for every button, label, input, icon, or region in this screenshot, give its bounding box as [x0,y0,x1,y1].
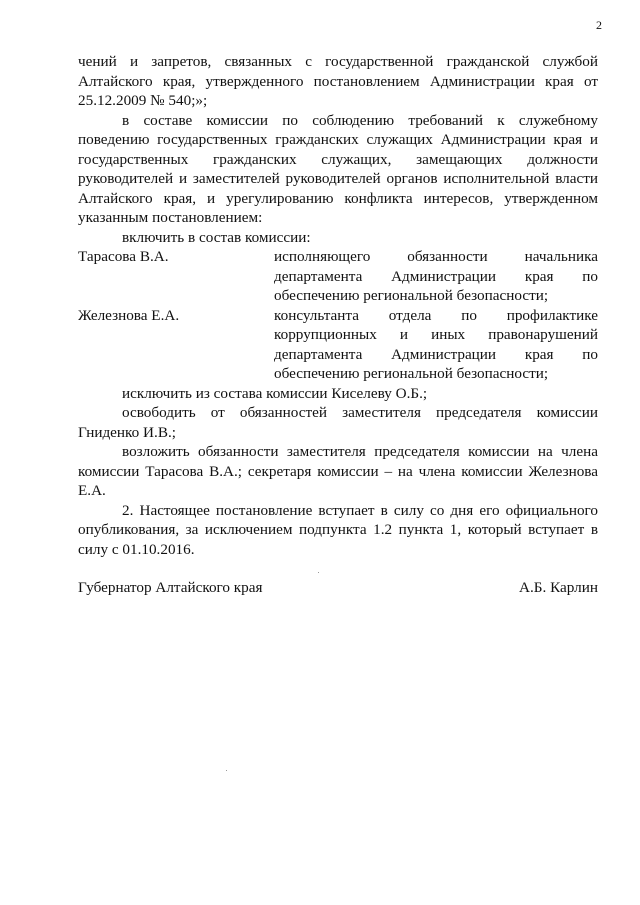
scan-speck [318,572,319,573]
member-role: исполняющего обязанности начальника департамента Администрации края по обеспечению региональной безопасности; [274,248,598,304]
paragraph-release: освободить от обязанностей заместителя председателя комиссии Гниденко И.В.; [78,404,598,441]
paragraph-effective: 2. Настоящее постановление вступает в силу со дня его официального опубликования, за исключением подпункта 1.2 пункта 1, который вступает в силу с 01.10.2016. [78,501,598,558]
member-role: консультанта отдела по профилактике коррупционных и иных правонарушений департамента Администрации края по обеспечению региональной безопасности; [274,306,598,382]
paragraph-assign: возложить обязанности заместителя председателя комиссии на члена комиссии Тарасова В.А.; секретаря комиссии – на члена комиссии Железнова Е.А. [78,443,598,499]
signatory-name: А.Б. Карлин [519,579,598,596]
paragraph-exclude: исключить из состава комиссии Киселеву О.Б.; [122,384,428,402]
scan-speck [226,770,227,771]
paragraph-commission: в составе комиссии по соблюдению требований к служебному поведению государственных гражданских служащих Администрации края и государственных гражданских служащих, замещающих должности руководителей и заместителей руководителей органов исполнительной власти Алтайского края, и урегулированию конфликта интересов, утвержденном указанным постановлением: [78,111,598,226]
signature-block [78,578,598,598]
member-name: Железнова Е.А. [78,306,180,324]
paragraph-include: включить в состав комиссии: [122,228,311,246]
signatory-position: Губернатор Алтайского края [78,579,263,596]
page-number: 2 [596,18,602,32]
document-body [78,52,598,559]
paragraph-continuation: чений и запретов, связанных с государственной гражданской службой Алтайского края, утвержденного постановлением Администрации края от 25.12.2009 № 540;»; [78,53,598,109]
member-name: Тарасова В.А. [78,248,169,265]
members-list [78,247,598,384]
